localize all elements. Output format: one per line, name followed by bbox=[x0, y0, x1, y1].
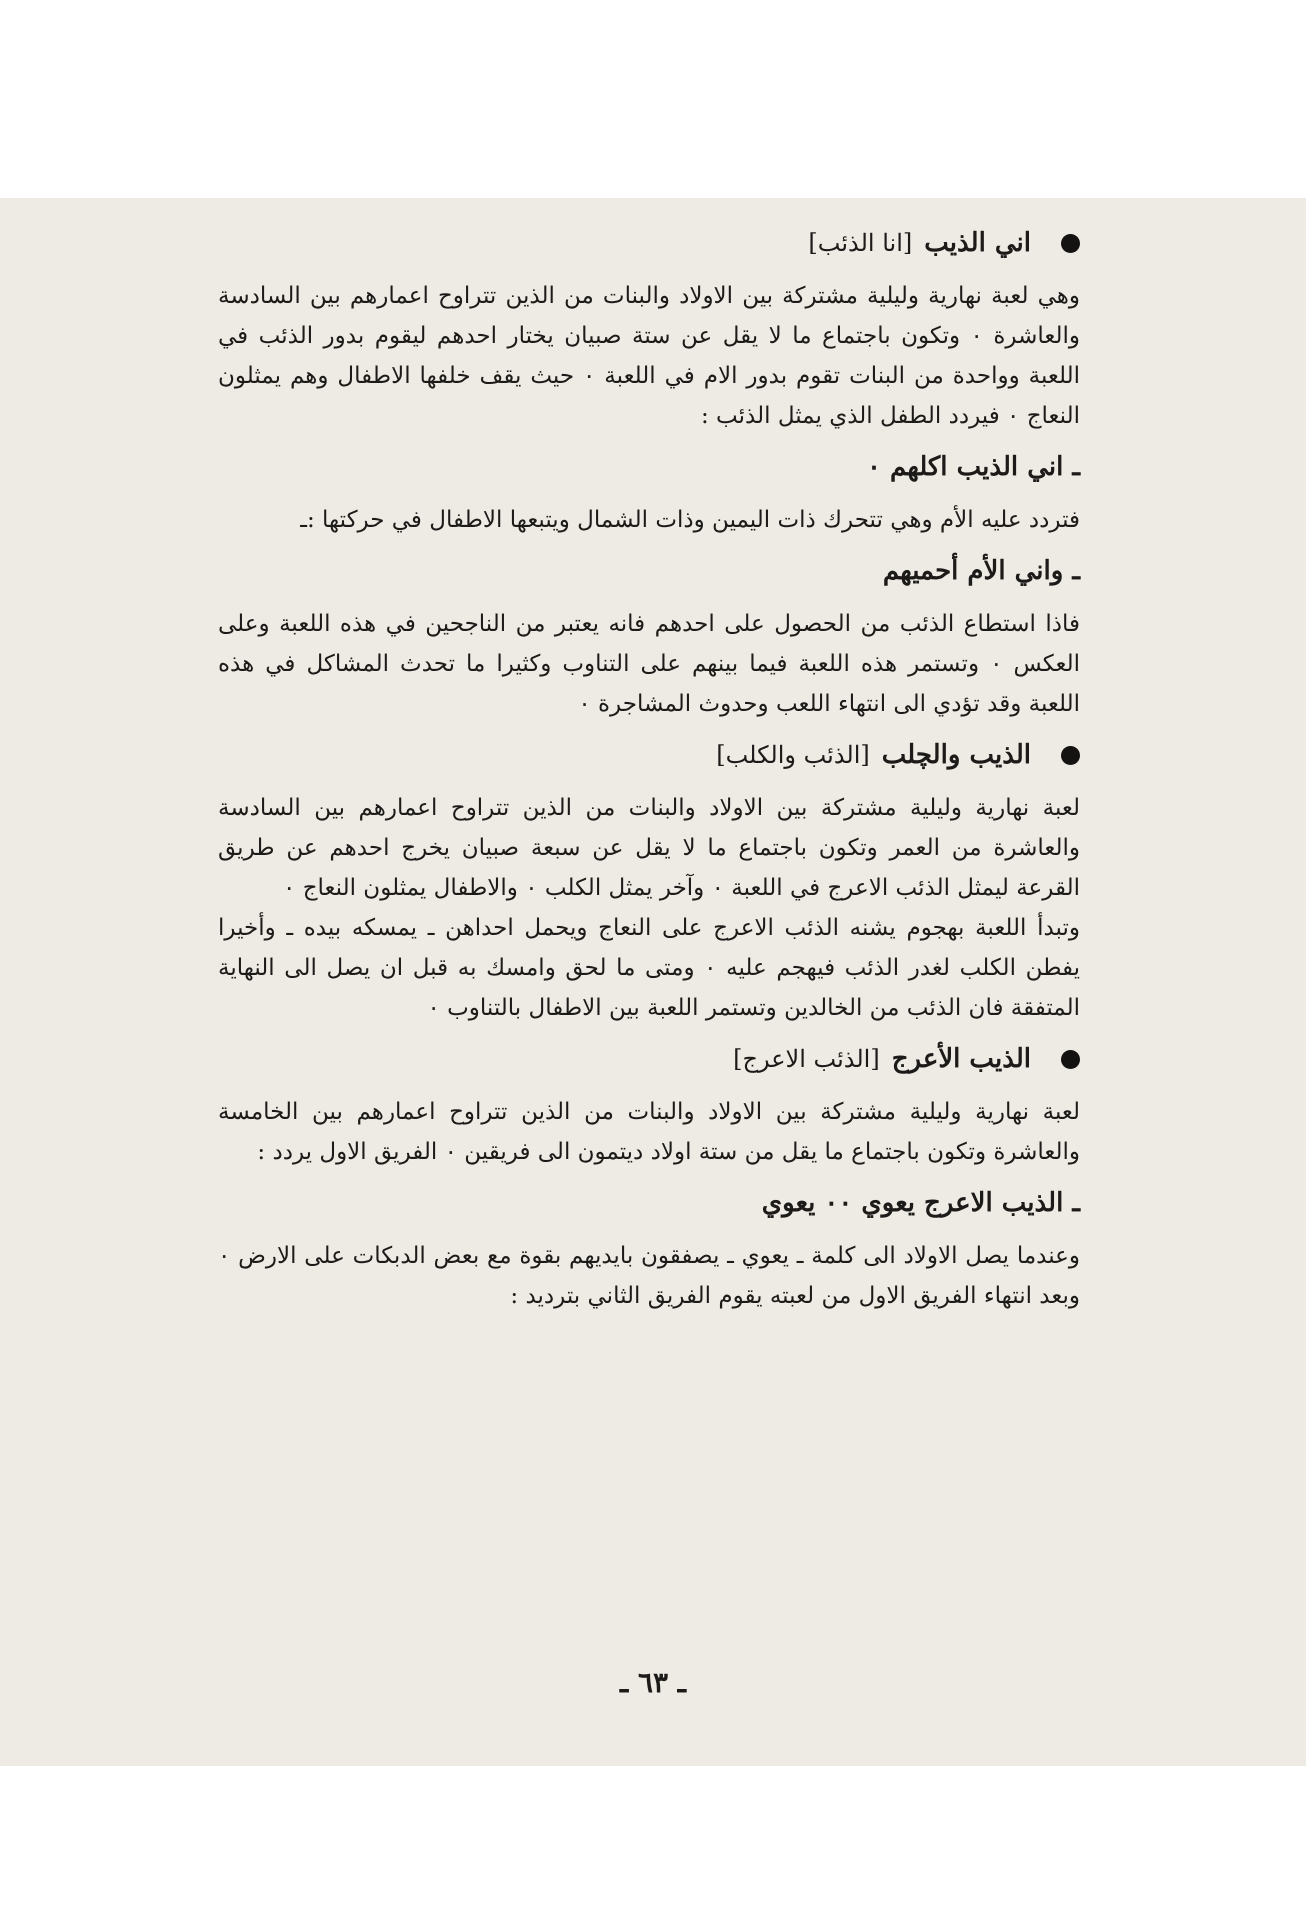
section-title: اني الذيب bbox=[924, 228, 1031, 258]
paragraph: لعبة نهارية وليلية مشتركة بين الاولاد والبنات من الذين تتراوح اعمارهم بين السادسة والعاشرة من العمر وتكون باجتماع ما لا يقل عن سبعة صبيان يخرج احدهم عن طريق القرعة ليمثل الذئب الاعرج في اللعبة ٠ وآخر يمثل الكلب ٠ والاطفال يمثلون النعاج ٠ bbox=[218, 795, 1080, 901]
section-title: الذيب والچلب bbox=[881, 740, 1031, 770]
paragraph: فاذا استطاع الذئب من الحصول على احدهم فانه يعتبر من الناجحين في هذه اللعبة وعلى العكس ٠ وتستمر هذه اللعبة فيما بينهم على التناوب وكثيرا ما تحدث المشاكل في هذه اللعبة وقد تؤدي الى انتهاء اللعب وحدوث المشاجرة ٠ bbox=[218, 611, 1080, 717]
paragraph: فتردد عليه الأم وهي تتحرك ذات اليمين وذات الشمال ويتبعها الاطفال في حركتها :ـ bbox=[300, 507, 1080, 533]
paragraph: وتبدأ اللعبة بهجوم يشنه الذئب الاعرج على النعاج ويحمل احداهن ـ يمسكه بيده ـ وأخيرا يفطن الكلب لغدر الذئب فيهجم عليه ٠ ومتى ما لحق وامسك به قبل ان يصل الى النهاية المتفقة فان الذئب من الخالدين وتستمر اللعبة بين الاطفال بالتناوب ٠ bbox=[218, 915, 1080, 1021]
section-subtitle: [انا الذئب] bbox=[808, 229, 913, 257]
paragraph: لعبة نهارية وليلية مشتركة بين الاولاد والبنات من الذين تتراوح اعمارهم بين الخامسة والعاشرة وتكون باجتماع ما يقل من ستة اولاد ديتمون الى فريقين ٠ الفريق الاول يردد : bbox=[218, 1099, 1080, 1165]
paragraph: وعندما يصل الاولاد الى كلمة ـ يعوي ـ يصفقون بايديهم بقوة مع بعض الدبكات على الارض ٠ وبعد انتهاء الفريق الاول من لعبته يقوم الفريق الثاني بترديد : bbox=[218, 1243, 1080, 1309]
page-number: ـ ٦٣ ـ bbox=[620, 1666, 686, 1699]
section-title: الذيب الأعرج bbox=[891, 1044, 1031, 1074]
chant-line: ـ الذيب الاعرج يعوي ٠٠ يعوي bbox=[761, 1188, 1080, 1218]
section-heading bbox=[218, 740, 1080, 770]
section-subtitle: [الذئب والكلب] bbox=[716, 741, 870, 769]
section-heading bbox=[218, 1044, 1080, 1074]
section-subtitle: [الذئب الاعرج] bbox=[733, 1045, 880, 1073]
paragraph: وهي لعبة نهارية وليلية مشتركة بين الاولاد والبنات من الذين تتراوح اعمارهم بين السادسة والعاشرة ٠ وتكون باجتماع ما لا يقل عن ستة صبيان يختار احدهم ليقوم بدور الذئب في اللعبة وواحدة من البنات تقوم بدور الام في اللعبة ٠ حيث يقف خلفها الاطفال وهم يمثلون النعاج ٠ فيردد الطفل الذي يمثل الذئب : bbox=[218, 283, 1081, 429]
bullet-icon bbox=[1061, 1050, 1080, 1069]
page-body bbox=[218, 212, 1080, 1316]
section-heading bbox=[218, 228, 1080, 258]
chant-line: ـ واني الأم أحميهم bbox=[882, 556, 1080, 586]
bullet-icon bbox=[1061, 746, 1080, 765]
bullet-icon bbox=[1061, 234, 1080, 253]
chant-line: ـ اني الذيب اكلهم ٠ bbox=[867, 452, 1080, 482]
